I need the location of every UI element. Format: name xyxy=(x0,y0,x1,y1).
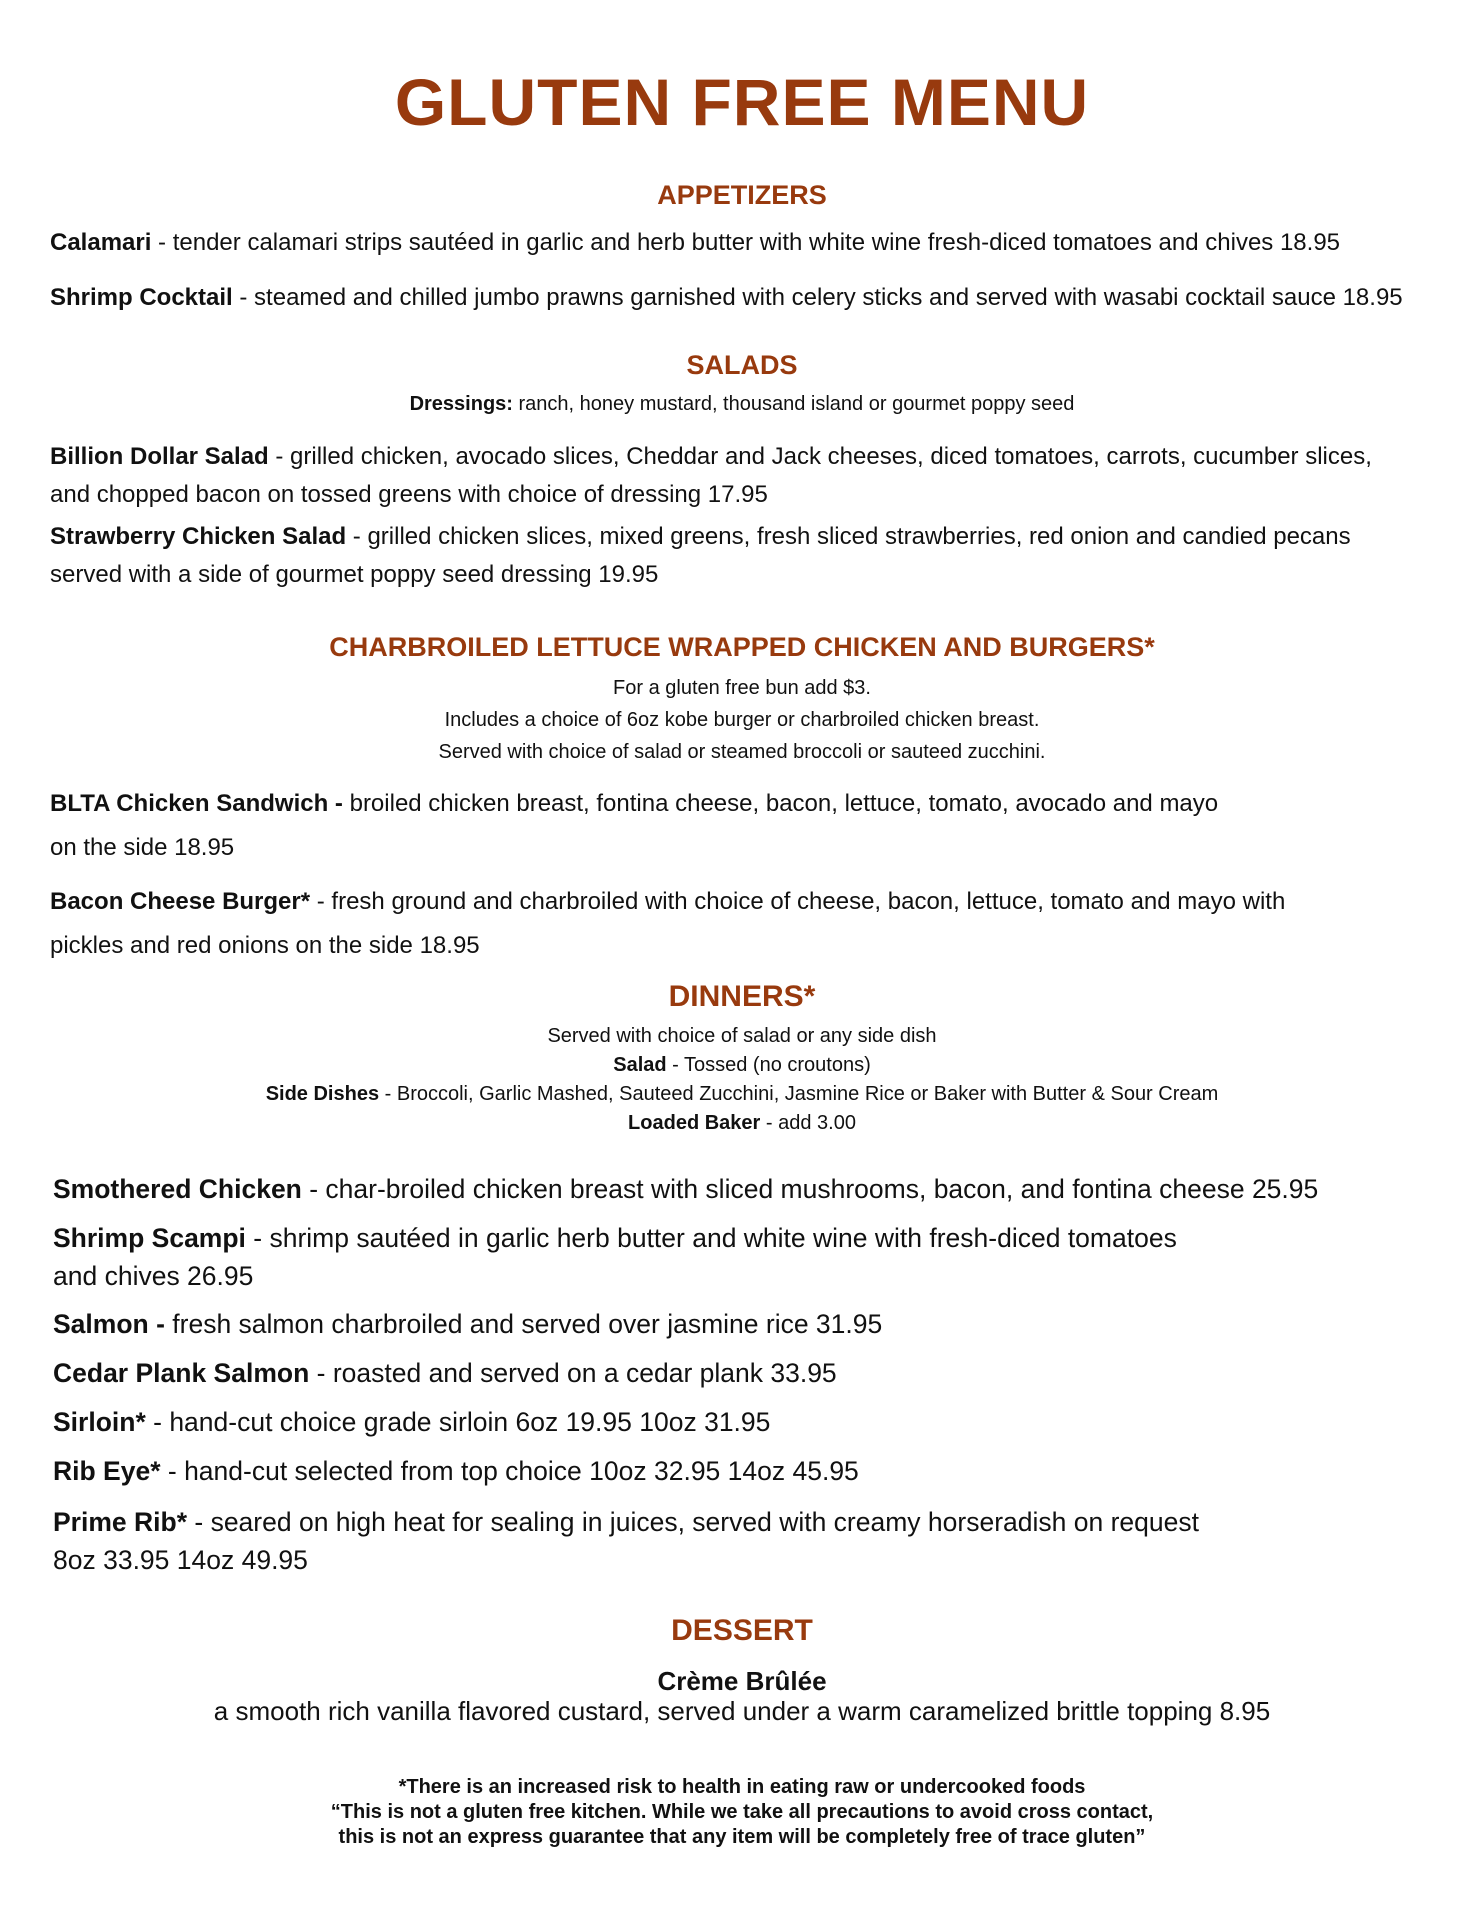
sides-text: - Broccoli, Garlic Mashed, Sauteed Zucchini, Jasmine Rice or Baker with Butter & Sour Cream xyxy=(379,1083,1219,1105)
menu-item-shrimp-cocktail xyxy=(50,279,1450,317)
sides-label: Side Dishes xyxy=(265,1083,380,1105)
item-name: Sirloin* xyxy=(53,1407,146,1437)
page-title: GLUTEN FREE MENU xyxy=(394,65,1090,139)
item-name: Strawberry Chicken Salad xyxy=(50,523,347,550)
item-description-cont: served with a side of gourmet poppy seed dressing 19.95 xyxy=(50,561,659,588)
item-name: BLTA Chicken Sandwich - xyxy=(50,790,343,817)
menu-item-cedar-plank-salmon xyxy=(53,1354,1433,1392)
menu-item-smothered-chicken xyxy=(53,1170,1433,1208)
menu-item-blta-chicken-sandwich xyxy=(50,782,1450,870)
item-description: - char-broiled chicken breast with sliced mushrooms, bacon, and fontina cheese 25.95 xyxy=(301,1174,1319,1204)
raw-food-warning: *There is an increased risk to health in eating raw or undercooked foods xyxy=(398,1776,1086,1798)
item-description: - fresh ground and charbroiled with choice of cheese, bacon, lettuce, tomato and mayo with xyxy=(310,888,1286,915)
item-description: - hand-cut choice grade sirloin 6oz 19.95 10oz 31.95 xyxy=(145,1407,771,1437)
item-name: Smothered Chicken xyxy=(53,1174,302,1204)
menu-item-sirloin xyxy=(53,1403,1433,1441)
item-description-cont: on the side 18.95 xyxy=(50,834,235,861)
baker-text: - add 3.00 xyxy=(760,1112,856,1134)
salads-heading: SALADS xyxy=(686,350,798,380)
burgers-note-choice: Includes a choice of 6oz kobe burger or charbroiled chicken breast. xyxy=(444,709,1040,731)
menu-item-shrimp-scampi xyxy=(53,1219,1433,1295)
burgers-note-side: Served with choice of salad or steamed broccoli or sauteed zucchini. xyxy=(438,741,1046,763)
item-description-cont: 8oz 33.95 14oz 49.95 xyxy=(53,1545,308,1575)
item-description: fresh salmon charbroiled and served over jasmine rice 31.95 xyxy=(164,1309,883,1339)
baker-label: Loaded Baker xyxy=(628,1112,761,1134)
menu-item-prime-rib xyxy=(53,1503,1433,1579)
item-description: - grilled chicken, avocado slices, Cheddar and Jack cheeses, diced tomatoes, carrots, cucumber slices, xyxy=(268,443,1372,470)
item-description: - hand-cut selected from top choice 10oz 32.95 14oz 45.95 xyxy=(160,1456,859,1486)
item-description: - tender calamari strips sautéed in garlic and herb butter with white wine fresh-diced tomatoes and chives 18.95 xyxy=(151,229,1341,256)
item-description-cont: and chives 26.95 xyxy=(53,1261,254,1291)
menu-item-calamari xyxy=(50,224,1450,262)
item-description: - roasted and served on a cedar plank 33.95 xyxy=(309,1358,837,1388)
dinners-baker-note xyxy=(0,1111,1484,1135)
dessert-heading: DESSERT xyxy=(671,1614,813,1647)
item-name: Cedar Plank Salmon xyxy=(53,1358,310,1388)
item-description: - shrimp sautéed in garlic herb butter and white wine with fresh-diced tomatoes xyxy=(245,1223,1177,1253)
disclaimer xyxy=(0,1775,1484,1850)
menu-item-rib-eye xyxy=(53,1452,1433,1490)
item-name: Bacon Cheese Burger* xyxy=(50,888,311,915)
salad-label: Salad xyxy=(613,1054,667,1076)
menu-item-bacon-cheese-burger xyxy=(50,880,1450,968)
dinners-note: Served with choice of salad or any side dish xyxy=(547,1025,937,1047)
dressings-label: Dressings: xyxy=(409,393,513,415)
item-description: - grilled chicken slices, mixed greens, fresh sliced strawberries, red onion and candied pecans xyxy=(346,523,1351,550)
menu-item-salmon xyxy=(53,1305,1433,1343)
item-name: Billion Dollar Salad xyxy=(50,443,269,470)
dressings-text: ranch, honey mustard, thousand island or gourmet poppy seed xyxy=(512,393,1075,415)
salad-text: - Tossed (no croutons) xyxy=(666,1054,871,1076)
item-name: Salmon - xyxy=(53,1309,165,1339)
item-name: Prime Rib* xyxy=(53,1507,188,1537)
dessert-description: a smooth rich vanilla flavored custard, served under a warm caramelized brittle topping 8.95 xyxy=(213,1696,1271,1726)
dinners-salad-note xyxy=(0,1053,1484,1077)
burgers-heading: CHARBROILED LETTUCE WRAPPED CHICKEN AND BURGERS* xyxy=(329,632,1155,662)
item-description: - steamed and chilled jumbo prawns garnished with celery sticks and served with wasabi cocktail sauce 18.95 xyxy=(232,284,1403,311)
item-name: Shrimp Cocktail xyxy=(50,284,233,311)
item-description-cont: and chopped bacon on tossed greens with choice of dressing 17.95 xyxy=(50,481,768,508)
burgers-note-bun: For a gluten free bun add $3. xyxy=(613,677,871,699)
menu-item-strawberry-chicken-salad xyxy=(50,518,1450,594)
appetizers-heading: APPETIZERS xyxy=(657,180,827,210)
item-description-cont: pickles and red onions on the side 18.95 xyxy=(50,932,480,959)
item-description: - seared on high heat for sealing in juices, served with creamy horseradish on request xyxy=(187,1507,1199,1537)
gluten-disclaimer-line1: “This is not a gluten free kitchen. While we take all precautions to avoid cross contact, xyxy=(330,1801,1154,1823)
item-description: broiled chicken breast, fontina cheese, bacon, lettuce, tomato, avocado and mayo xyxy=(342,790,1219,817)
dinners-sides-note xyxy=(0,1082,1484,1106)
item-name: Shrimp Scampi xyxy=(53,1223,246,1253)
dressings-note xyxy=(0,392,1484,416)
dinners-heading: DINNERS* xyxy=(668,980,816,1013)
dessert-name: Crème Brûlée xyxy=(657,1666,827,1696)
menu-item-billion-dollar-salad xyxy=(50,438,1450,514)
gluten-disclaimer-line2: this is not an express guarantee that any item will be completely free of trace gluten” xyxy=(338,1826,1146,1848)
item-name: Rib Eye* xyxy=(53,1456,161,1486)
item-name: Calamari xyxy=(50,229,152,256)
